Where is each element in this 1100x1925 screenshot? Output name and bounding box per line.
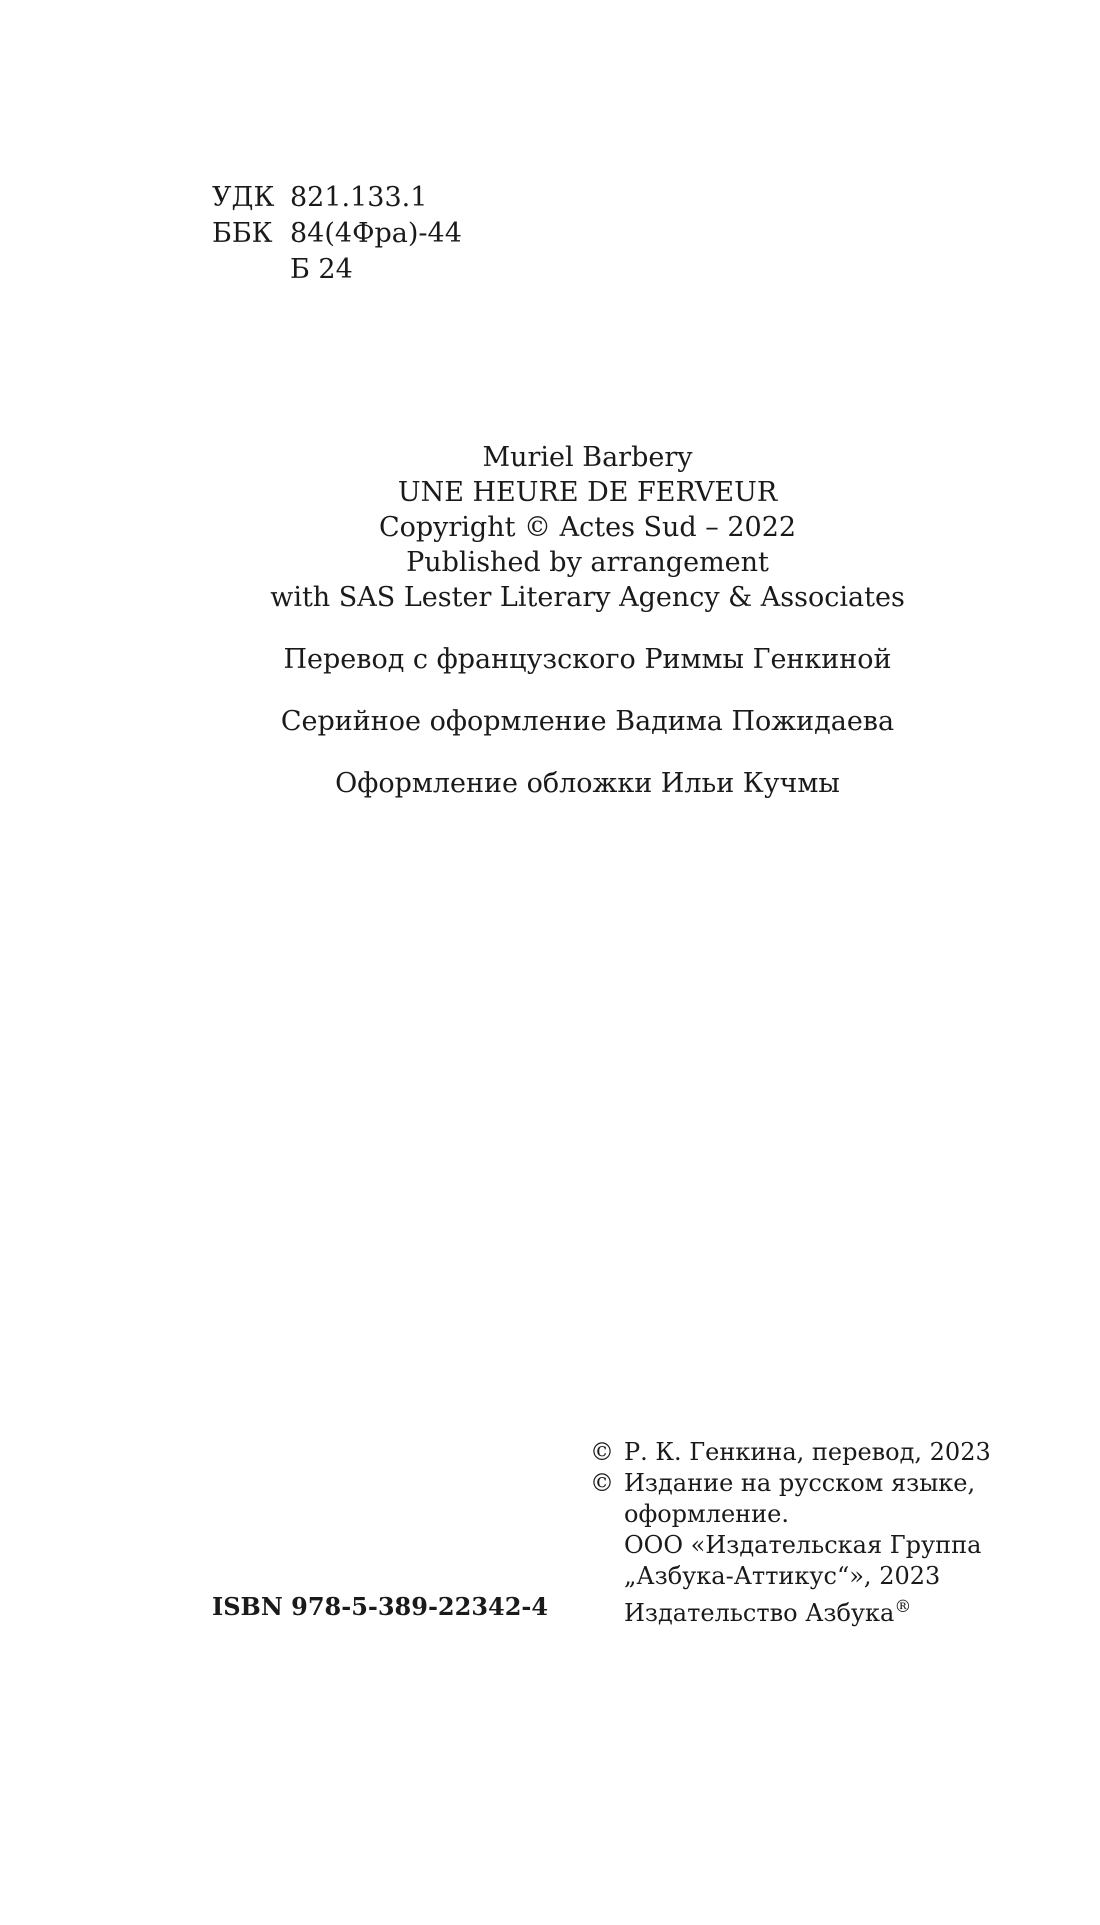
translation-rights-row	[590, 1437, 991, 1468]
original-copyright-block	[0, 440, 1100, 615]
original-copyright: Copyright © Actes Sud – 2022	[378, 512, 797, 543]
translation-rights: Р. К. Генкина, перевод, 2023	[624, 1438, 991, 1466]
edition-line-2: оформление.	[624, 1500, 789, 1528]
edition-line-1: Издание на русском языке,	[624, 1469, 976, 1497]
literary-agency: with SAS Lester Literary Agency & Associates	[270, 582, 905, 613]
edition-line-3: ООО «Издательская Группа	[624, 1531, 982, 1559]
bbk-label: ББК	[212, 218, 273, 249]
imprint-center-block	[0, 440, 1100, 801]
publisher-row	[590, 1592, 991, 1629]
series-design-credit: Серийное оформление Вадима Пожидаева	[280, 706, 895, 737]
edition-rights-row	[590, 1468, 991, 1499]
edition-line-4: „Азбука-Аттикус“», 2023	[624, 1562, 941, 1590]
isbn: ISBN 978-5-389-22342-4	[212, 1592, 549, 1621]
udk-value: 821.133.1	[290, 182, 428, 213]
bbk-row	[212, 216, 462, 252]
copyright-symbol: ©	[590, 1469, 614, 1497]
rights-block	[590, 1437, 991, 1629]
cover-design-credit: Оформление обложки Ильи Кучмы	[335, 768, 840, 799]
classification-block	[212, 180, 462, 288]
translation-credit: Перевод с французского Риммы Генкиной	[283, 644, 892, 675]
bbk-value: 84(4Фра)-44	[290, 218, 462, 249]
author-mark-row	[212, 252, 462, 288]
author-mark: Б 24	[290, 254, 353, 285]
original-author: Muriel Barbery	[482, 442, 693, 473]
publisher: Издательство Азбука	[624, 1599, 895, 1627]
original-title: UNE HEURE DE FERVEUR	[397, 477, 778, 508]
copyright-symbol: ©	[590, 1438, 614, 1466]
registered-mark: ®	[894, 1597, 912, 1617]
udk-label: УДК	[212, 182, 275, 213]
published-by: Published by arrangement	[406, 547, 769, 578]
udk-row	[212, 180, 462, 216]
